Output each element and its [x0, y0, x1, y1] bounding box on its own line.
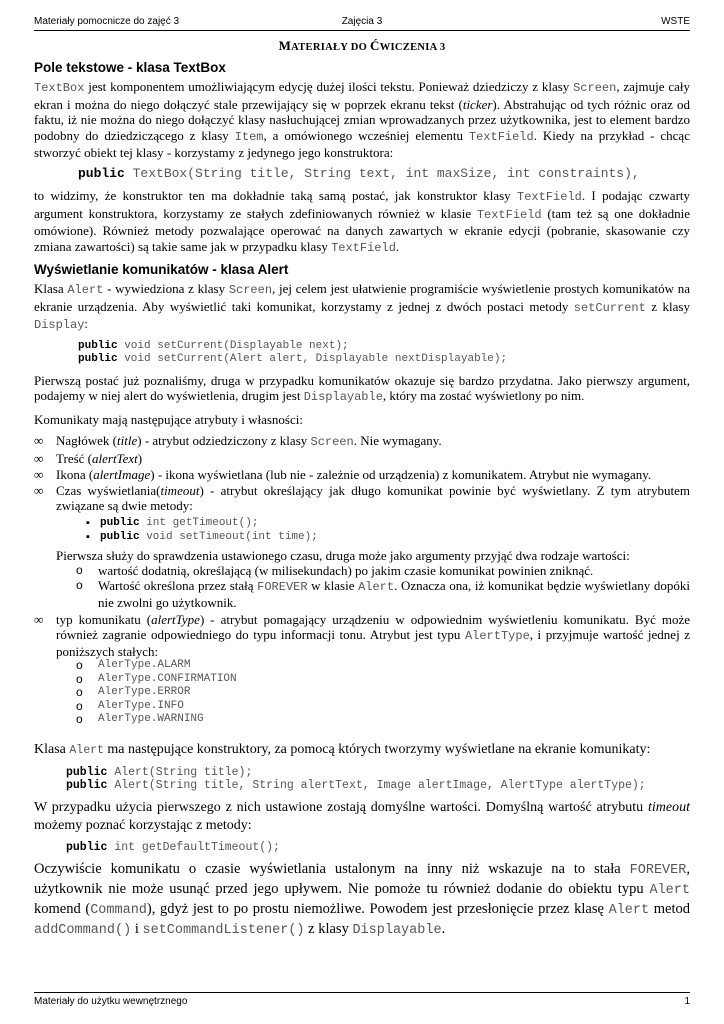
attribute-list-continued — [34, 612, 690, 727]
circle-bullet-icon: o — [76, 698, 83, 713]
main-content — [34, 38, 690, 946]
paragraph: Oczywiście komunikatu o czasie wyświetlania ustalonym na inny niż wskazuje na to stała FOREVER, użytkownik nie może usunąć przed jego upływem. Nie pomoże tu również dodanie do obiektu typu Alert komend (Command), gdyż jest to po prostu niemożliwe. Powodem jest przesłonięcie przez klasę Alert metod addCommand() i setCommandListener() z klasy Displayable. — [34, 861, 691, 938]
timeout-description: Pierwsza służy do sprawdzenia ustawionego czasu, druga może jako argumenty przyjąć dwa rodzaje wartości: o wartość dodatnią, określającą (w milisekundach) po jakim czasie komunikat powinien zniknąć. o Wartość określona przez stałą FOREVER w klasie Alert. Oznacza ona, iż komunikat będzie wyświetlany dopóki nie zwolni go użytkownik. — [56, 548, 690, 610]
paragraph: TextBox jest komponentem umożliwiającym edycję dużej ilości tekstu. Ponieważ dziedziczy z klasy Screen, zajmuje cały ekran i można do niego dołączyć stale przewijający się w poprzek ekranu tekst (ticker). Abstrahując od tych różnic oraz od faktu, iż nie można do niego dołączyć klasy nasłuchującej zmian wprowadzanych przez użytkownika, jest to element bardzo podobny do dziedziczącego z klasy Item, a omówionego wcześniej elementu TextField. Kiedy na przykład - chcąc stworzyć obiekt tej klasy - korzystamy z jedynego jego konstruktora: — [34, 79, 690, 160]
method-list — [86, 516, 690, 544]
list-item: o Wartość określona przez stałą FOREVER w klasie Alert. Oznacza ona, iż komunikat będzie wyświetlany dopóki nie zwolni go użytkownik. — [76, 578, 690, 610]
page-title: MATERIAŁY DO ĆWICZENIA 3 — [278, 38, 446, 53]
list-item: o AlerType.ALARM — [76, 658, 191, 672]
header-center: Zajęcia 3 — [341, 16, 383, 27]
square-bullet-icon: ▪ — [86, 531, 90, 543]
footer-divider — [34, 992, 690, 993]
circle-bullet-icon: o — [76, 712, 83, 726]
paragraph: Pierwszą postać już poznaliśmy, druga w przypadku komunikatów okazuje się bardzo przydatna. Jako pierwszy argument, podajemy w niej alert do wyświetlenia, drugim jest Displayable, który ma zostać wyświetlony po nim. — [34, 372, 690, 404]
paragraph: Klasa Alert - wywiedziona z klasy Screen, jej celem jest ułatwienie programiście wyświetlenie prostych komunikatów na ekranie urządzenia. Aby wyświetlić taki komunikat, korzystamy z jednej z dwóch postaci metody setCurrent z klasy Display: — [34, 281, 690, 332]
footer-left: Materiały do użytku wewnętrznego — [34, 996, 188, 1007]
section-heading-alert: Wyświetlanie komunikatów - klasa Alert — [34, 262, 289, 277]
code-snippet: public int getDefaultTimeout(); — [66, 840, 280, 854]
alert-type-list — [76, 659, 690, 727]
list-item: ∞ Treść (alertText) — [34, 451, 143, 466]
infinity-bullet-icon: ∞ — [34, 451, 44, 466]
list-item: ▪ public int getTimeout(); — [86, 517, 259, 529]
page-header — [34, 16, 690, 30]
code-snippet: public void setCurrent(Displayable next); public void setCurrent(Alert alert, Displayable nextDisplayable); — [78, 339, 508, 365]
list-item: ∞ Czas wyświetlania(timeout) - atrybut określający jak długo komunikat powinie być wyświetlany. Z tym atrybutem związane są dwie metody: ▪ public int getTimeout(); ▪ public void setTimeout(int time); — [34, 483, 690, 543]
circle-bullet-icon: o — [76, 578, 83, 592]
list-item: o AlerType.ERROR — [76, 685, 191, 699]
page-number: 1 — [684, 996, 690, 1007]
code-snippet: public TextBox(String title, String text, int maxSize, int constraints), — [78, 165, 640, 181]
infinity-bullet-icon: ∞ — [34, 612, 44, 627]
paragraph: W przypadku użycia pierwszego z nich ustawione zostają domyślne wartości. Domyślną wartość atrybutu timeout możemy poznać korzystając z metody: — [34, 799, 690, 833]
section-heading-textbox: Pole tekstowe - klasa TextBox — [34, 60, 226, 75]
square-bullet-icon: ▪ — [86, 517, 90, 529]
list-item: o AlerType.WARNING — [76, 712, 204, 726]
list-item: ∞ typ komunikatu (alertType) - atrybut pomagający urządzeniu w odpowiednim wyświetleniu komunikatu. Być może również zagranie odpowiedniego do typu informacji tonu. Atrybut jest typu AlertType, i przyjmuje wartość jednej z poniższych stałych: o AlerType.ALARM o AlerType.CONFIRMATION o AlerType.ERROR o AlerType.INFO o AlerType.WARNING — [34, 612, 691, 726]
attribute-list — [34, 433, 690, 544]
list-item: ∞ Nagłówek (title) - atrybut odziedziczony z klasy Screen. Nie wymagany. — [34, 433, 442, 449]
list-item: o AlerType.CONFIRMATION — [76, 671, 237, 686]
header-divider — [34, 30, 690, 31]
infinity-bullet-icon: ∞ — [34, 433, 44, 448]
paragraph: to widzimy, że konstruktor ten ma dokładnie taką samą postać, jak konstruktor klasy TextField. I podając czwarty argument konstruktora, korzystamy ze stałych zdefiniowanych również w klasie TextField (tam też są one dokładnie omówione). Również metody pozwalające operować na danych zawartych w ekranie edycji (pobranie, skasowanie czy zmiana zawartości) są takie same jak w przypadku klasy TextField. — [34, 188, 691, 255]
header-left: Materiały pomocnicze do zajęć 3 — [34, 16, 180, 27]
code-snippet: public Alert(String title); public Alert(String title, String alertText, Image alertImage, AlertType alertType); — [66, 765, 646, 792]
circle-bullet-icon: o — [76, 685, 83, 699]
header-right: WSTE — [661, 16, 690, 27]
infinity-bullet-icon: ∞ — [34, 467, 44, 482]
page-footer — [34, 996, 690, 1010]
paragraph: Klasa Alert ma następujące konstruktory, za pomocą których tworzymy wyświetlane na ekranie komunikaty: — [34, 741, 651, 757]
circle-bullet-icon: o — [76, 671, 83, 686]
list-item: ∞ Ikona (alertImage) - ikona wyświetlana (lub nie - zależnie od urządzenia) z komunikatem. Atrybut nie wymagany. — [34, 467, 652, 482]
paragraph: Komunikaty mają następujące atrybuty i własności: — [34, 411, 303, 427]
list-item: ▪ public void setTimeout(int time); — [86, 531, 318, 543]
list-item: o wartość dodatnią, określającą (w milisekundach) po jakim czasie komunikat powinien zniknąć. — [76, 563, 594, 578]
list-item: o AlerType.INFO — [76, 698, 184, 713]
circle-bullet-icon: o — [76, 658, 83, 672]
value-list — [76, 563, 690, 610]
circle-bullet-icon: o — [76, 563, 83, 577]
infinity-bullet-icon: ∞ — [34, 483, 44, 498]
